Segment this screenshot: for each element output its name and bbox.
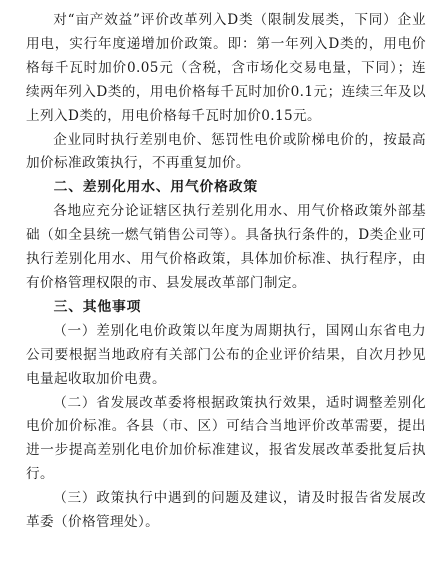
paragraph-item-1-annual-cycle: （一）差别化电价政策以年度为周期执行，国网山东省电力公司要根据当地政府有关部门公布的企业评价结果，自次月抄见电量起收取加价电费。 [26, 322, 426, 387]
paragraph-d-class-surcharge: 对“亩产效益”评价改革列入D类（限制发展类，下同）企业用电，实行年度递增加价政策。即：第一年列入D类的，用电价格每千瓦时加价0.05元（含税，含市场化交易电量，下同）；连续两年列入D类的，用电价格每千瓦时加价0.1元；连续三年及以上列入D类的，用电价格每千瓦时加价0.15元。 [26, 12, 426, 124]
paragraph-highest-standard: 企业同时执行差别电价、惩罚性电价或阶梯电价的，按最高加价标准政策执行，不再重复加价。 [26, 131, 426, 172]
heading-water-gas-pricing: 二、差别化用水、用气价格政策 [53, 179, 258, 196]
paragraph-item-3-report-issues: （三）政策执行中遇到的问题及建议，请及时报告省发展改革委（价格管理处）。 [26, 490, 426, 531]
paragraph-item-2-adjust-standard: （二）省发展改革委将根据政策执行效果，适时调整差别化电价加价标准。各县（市、区）可结合当地评价改革需要，提出进一步提高差别化电价加价标准建议，报省发展改革委批复后执行。 [26, 394, 426, 483]
document-page [26, 9, 426, 535]
heading-other-matters: 三、其他事项 [53, 298, 142, 315]
paragraph-water-gas-policy: 各地应充分论证辖区执行差别化用水、用气价格政策外部基础（如全县统一燃气销售公司等）。具备执行条件的，D类企业可执行差别化用水、用气价格政策，具体加价标准、执行程序，由有价格管理权限的市、县发展改革部门制定。 [26, 203, 426, 291]
